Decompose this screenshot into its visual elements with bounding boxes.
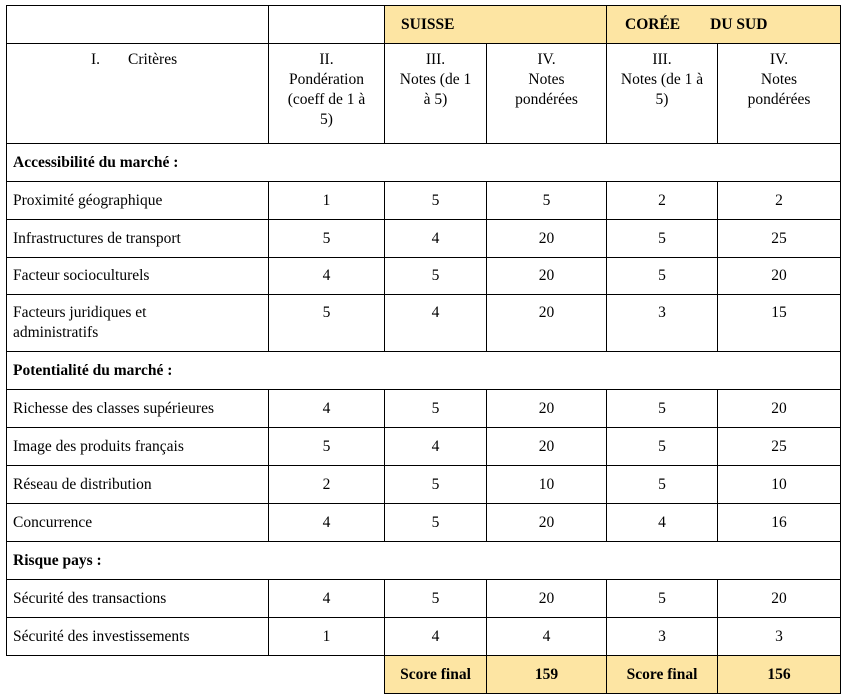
country-a-note-cell: 4	[385, 618, 487, 656]
country-a-note-header	[385, 44, 487, 144]
country-b-weighted-header-line2: pondérées	[747, 91, 811, 108]
column-header-row	[7, 44, 841, 144]
weight-header-number: II.	[319, 51, 334, 68]
weight-cell: 1	[269, 618, 385, 656]
country-b-weighted-cell: 20	[718, 390, 841, 428]
table-row	[7, 504, 841, 542]
country-b-note-cell: 4	[607, 504, 718, 542]
final-blank-cell	[7, 656, 269, 694]
final-label-country-a: Score final	[385, 656, 487, 694]
country-a-weighted-cell: 20	[487, 504, 607, 542]
section-row	[7, 542, 841, 580]
country-a-weighted-cell: 20	[487, 428, 607, 466]
country-b-note-header-number: III.	[652, 51, 672, 68]
country-b-note-header-line1: Notes (de 1 à	[620, 71, 704, 88]
country-a-weighted-cell: 10	[487, 466, 607, 504]
country-header-row	[7, 6, 841, 44]
criterion-label: Sécurité des transactions	[7, 580, 269, 618]
country-b-weighted-cell: 20	[718, 258, 841, 295]
country-a-note-header-line2: à 5)	[423, 91, 448, 108]
table-row	[7, 466, 841, 504]
criterion-label-line2: administratifs	[13, 324, 99, 341]
empty-weight-header-cell	[269, 6, 385, 44]
country-b-weighted-cell: 2	[718, 182, 841, 220]
weight-header-line3: 5)	[320, 111, 333, 128]
country-b-weighted-cell: 3	[718, 618, 841, 656]
table-row	[7, 580, 841, 618]
table-row	[7, 295, 841, 352]
criterion-label: Sécurité des investissements	[7, 618, 269, 656]
criteria-header	[7, 44, 269, 144]
criterion-label-line1: Facteurs juridiques et	[13, 304, 147, 321]
country-b-weighted-cell: 25	[718, 220, 841, 258]
criterion-label	[7, 295, 269, 352]
country-a-note-header-line1: Notes (de 1	[399, 71, 472, 88]
country-a-name: SUISSE	[401, 15, 455, 33]
country-a-weighted-header-line2: pondérées	[515, 91, 578, 108]
final-score-country-b: 156	[718, 656, 841, 694]
country-a-weighted-cell: 20	[487, 220, 607, 258]
country-b-note-header	[607, 44, 718, 144]
country-a-weighted-header-number: IV.	[537, 51, 556, 68]
country-b-weighted-cell: 10	[718, 466, 841, 504]
country-b-note-cell: 5	[607, 390, 718, 428]
country-b-weighted-cell: 25	[718, 428, 841, 466]
weight-cell: 4	[269, 390, 385, 428]
criterion-label: Richesse des classes supérieures	[7, 390, 269, 428]
weight-cell: 4	[269, 504, 385, 542]
section-row	[7, 144, 841, 182]
country-a-weighted-cell: 5	[487, 182, 607, 220]
criterion-label: Concurrence	[7, 504, 269, 542]
country-b-name-part1: CORÉE	[625, 15, 681, 33]
weight-header	[269, 44, 385, 144]
country-a-weighted-header-line1: Notes	[528, 71, 565, 88]
section-title: Accessibilité du marché :	[7, 144, 841, 182]
criterion-label: Proximité géographique	[7, 182, 269, 220]
empty-corner-cell	[7, 6, 269, 44]
weight-cell: 1	[269, 182, 385, 220]
country-a-note-cell: 5	[385, 466, 487, 504]
criterion-label: Infrastructures de transport	[7, 220, 269, 258]
criterion-label: Image des produits français	[7, 428, 269, 466]
weight-cell: 4	[269, 580, 385, 618]
weight-cell: 5	[269, 295, 385, 352]
table-row	[7, 428, 841, 466]
country-b-note-cell: 3	[607, 618, 718, 656]
final-score-country-a: 159	[487, 656, 607, 694]
country-b-name-part2: DU SUD	[710, 15, 768, 33]
country-a-header	[385, 6, 607, 44]
country-b-weighted-header-number: IV.	[769, 51, 789, 68]
section-title: Potentialité du marché :	[7, 352, 841, 390]
section-row	[7, 352, 841, 390]
table-row	[7, 220, 841, 258]
country-a-weighted-cell: 20	[487, 580, 607, 618]
country-a-weighted-header	[487, 44, 607, 144]
country-a-weighted-cell: 20	[487, 258, 607, 295]
country-a-note-cell: 4	[385, 295, 487, 352]
country-a-note-cell: 4	[385, 428, 487, 466]
country-b-weighted-cell: 15	[718, 295, 841, 352]
country-b-note-cell: 3	[607, 295, 718, 352]
country-b-header	[607, 6, 841, 44]
criteria-header-label: Critères	[128, 51, 178, 68]
country-a-note-cell: 5	[385, 504, 487, 542]
section-title: Risque pays :	[7, 542, 841, 580]
criteria-header-number: I.	[91, 51, 101, 68]
country-a-note-header-number: III.	[425, 51, 446, 68]
weight-cell: 5	[269, 220, 385, 258]
country-b-note-cell: 5	[607, 220, 718, 258]
country-b-note-cell: 5	[607, 580, 718, 618]
final-score-row	[7, 656, 841, 694]
country-b-note-cell: 2	[607, 182, 718, 220]
comparison-table	[6, 5, 841, 694]
country-b-weighted-header	[718, 44, 841, 144]
country-b-weighted-header-line1: Notes	[760, 71, 798, 88]
criterion-label: Facteur socioculturels	[7, 258, 269, 295]
country-a-weighted-cell: 20	[487, 390, 607, 428]
country-a-weighted-cell: 4	[487, 618, 607, 656]
country-b-weighted-cell: 16	[718, 504, 841, 542]
weight-header-line1: Pondération	[289, 71, 364, 88]
weight-cell: 5	[269, 428, 385, 466]
country-b-note-cell: 5	[607, 466, 718, 504]
country-b-note-cell: 5	[607, 428, 718, 466]
weight-header-line2: (coeff de 1 à	[287, 91, 366, 108]
country-a-note-cell: 5	[385, 580, 487, 618]
weight-cell: 2	[269, 466, 385, 504]
country-a-note-cell: 5	[385, 182, 487, 220]
table-row	[7, 182, 841, 220]
country-a-note-cell: 5	[385, 390, 487, 428]
final-blank-cell-2	[269, 656, 385, 694]
country-b-note-header-line2: 5)	[655, 91, 669, 108]
country-b-note-cell: 5	[607, 258, 718, 295]
final-label-country-b: Score final	[607, 656, 718, 694]
table-row	[7, 258, 841, 295]
country-b-weighted-cell: 20	[718, 580, 841, 618]
country-a-note-cell: 5	[385, 258, 487, 295]
table-row	[7, 618, 841, 656]
criterion-label: Réseau de distribution	[7, 466, 269, 504]
country-a-note-cell: 4	[385, 220, 487, 258]
weight-cell: 4	[269, 258, 385, 295]
table-row	[7, 390, 841, 428]
country-a-weighted-cell: 20	[487, 295, 607, 352]
